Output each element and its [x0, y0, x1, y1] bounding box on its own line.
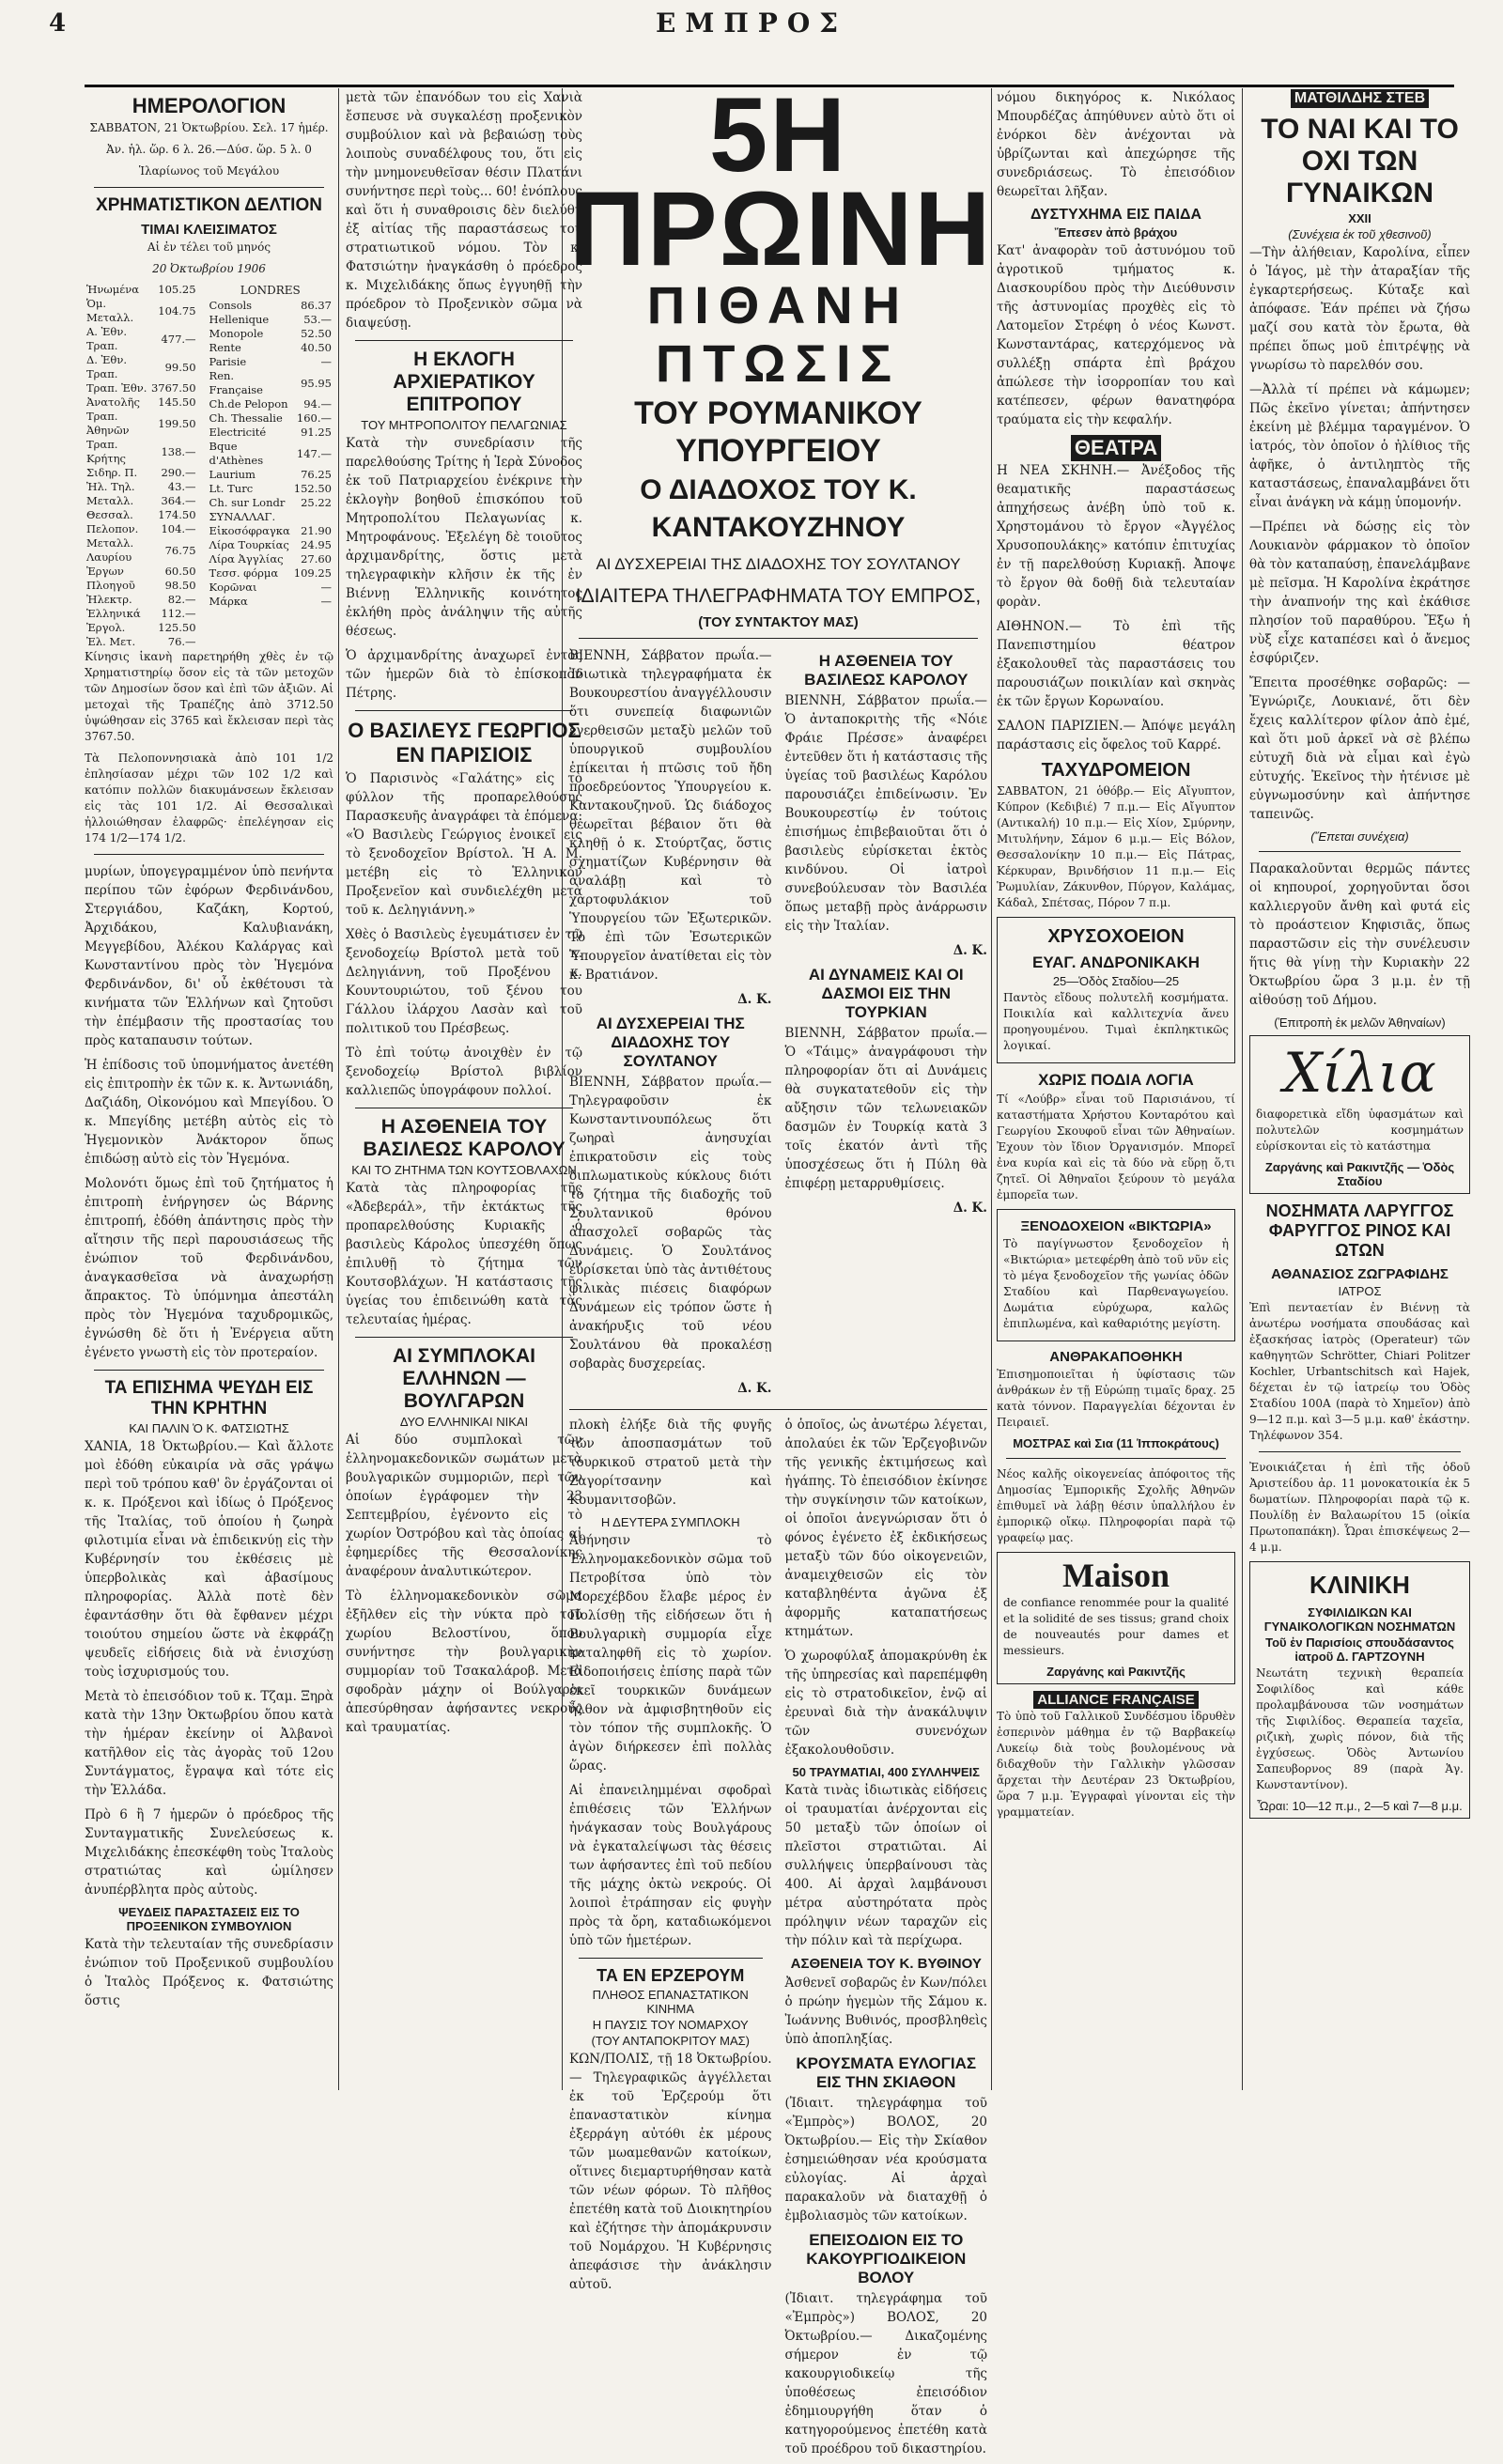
- stock-price: 104.75: [158, 303, 196, 318]
- article-text: ΒΙΕΝΝΗ, Σάββατον πρωΐα.— Ὁ ἀνταποκριτὴς τῆς «Νόιε Φράιε Πρέσσε» ἀναφέρει ἐντεῦθεν ὅτι ἡ κατάστασις τῆς ὑγείας τοῦ βασιλέως Καρόλου παρουσιάζει ἐπιδείνωσιν. Ἐν Βουκουρεστίῳ ἐν τούτοις ἐπισήμως ἐπιβεβαιοῦται ὅτι ὁ βασιλεὺς εὑρίσκεται ἐκτὸς κινδύνου. Οἱ ἰατροὶ συνεβούλευσαν τὸν Βασιλέα ὅπως μεταβῇ πρὸς ἀνάρρωσιν εἰς τὴν Ἰταλίαν.: [784, 693, 987, 934]
- serial-title: ΤΟ ΝΑΙ ΚΑΙ ΤΟ ΟΧΙ ΤΩΝ ΓΥΝΑΙΚΩΝ: [1261, 114, 1459, 209]
- ad-title: ΑΝΘΡΑΚΑΠΟΘΗΚΗ: [1049, 1349, 1183, 1365]
- stock-name: Ἐργολ.: [86, 621, 126, 634]
- stock-name: Electricité: [209, 426, 267, 439]
- stock-row: [85, 466, 198, 480]
- stock-price: 43.—: [167, 480, 196, 493]
- ad-text: Τὸ παγίγνωστον ξενοδοχεῖον ἡ «Βικτώρια» μετεφέρθη ἀπὸ τοῦ νῦν εἰς τὸ μέγα ξενοδοχεῖον τῆς γωνίας ὁδῶν Σταδίου καὶ Παρθεναγωγείου. Δωμάτια εὐρύχωρα, καλῶς ἐπιπλωμένα, καὶ καθαριότης μεγίστη.: [1003, 1237, 1229, 1330]
- headline-vythinos: ΑΣΘΕΝΕΙΑ ΤΟΥ Κ. ΒΥΘΙΝΟΥ: [790, 1956, 982, 1972]
- stock-row: [85, 621, 198, 635]
- headline-telegrams: ΙΔΙΑΙΤΕΡΑ ΤΗΛΕΓΡΑΦΗΜΑΤΑ ΤΟΥ ΕΜΠΡΟΣ,: [575, 585, 982, 607]
- serial-author: ΜΑΤΘΙΛΔΗΣ ΣΤΕΒ: [1291, 89, 1429, 108]
- serial-text: —Τὴν ἀλήθειαν, Καρολίνα, εἶπεν ὁ Ἰάγος, μὲ τὴν ἀταραξίαν τῆς ἐγκαρτερήσεως. Κύταξε καὶ ἀπόφασε. Ἐάν πρέπει νὰ ζήσω μαζί σου κατὰ τὸν ἔρωτα, θὰ πρέπει ὅπως μοῦ ἐπιτρέψῃς νὰ γνωρίσω τὸ παρελθόν σου.: [1249, 245, 1470, 373]
- article-text: Κατὰ τὰς πληροφορίας τῆς «Ἀδεβεράλ», τῆν ἐκτάκτως τῆς προπαρελθούσης Κυριακῆς ὁ βασιλεὺς Κάρολος ὑπεσχέθη ὅπως ἐπιλυθῇ τὸ ζήτημα τῶν Κουτσοβλάχων. Ἡ κατάστασις τῆς ὑγείας του ἐπιδεινώθη κατὰ τὰς τελευταίας ἡμέρας.: [346, 1181, 582, 1327]
- stock-row: [85, 508, 198, 522]
- stock-row: [85, 635, 198, 649]
- article-text: Κατ' ἀναφορὰν τοῦ ἀστυνόμου τοῦ ἀγροτικοῦ τμήματος κ. Διασκουρίδου πρὸς τὴν Διεύθυνσιν τῆς ἀστυνομίας προχθὲς εἰς τὸ Λατομεῖον Στρέφη ὁ νέος Κωνστ. Κωνσταντάρας, κατερχόμενος νὰ συλλέξῃ σπάρτα ἐπὶ βράχου ἀπώλεσε τὴν ἰσορροπίαν του καὶ κατέπεσεν, φέρων θανατηφόρα τραύματα εἰς τὴν κεφαλήν.: [997, 243, 1235, 427]
- lower-columns: [569, 1416, 987, 2464]
- stock-name: Ch.de Pelopon: [209, 397, 288, 411]
- column-divider: [1242, 88, 1243, 2090]
- stock-name: Lt. Turc: [209, 482, 254, 495]
- stock-price: [292, 510, 333, 524]
- calendar-sun: Ἀν. ἡλ. ὥρ. 6 λ. 26.—Δύσ. ὥρ. 5 λ. 0: [106, 143, 312, 156]
- article-text: ΑΙΘΗΝΟΝ.— Τὸ ἐπὶ τῆς Πανεπιστημίου θέατρον ἐξακολουθεῖ τὰς παραστάσεις του παρουσιάζων ποικιλίαν καὶ σκηνὰς ἐκ τῶν ἔργων Κορωναίου.: [997, 619, 1235, 709]
- stock-name: Πελοπον.: [86, 522, 139, 535]
- stock-name: Α. Ἐθν. Τραπ.: [86, 325, 127, 352]
- stock-price: 147.—: [296, 446, 332, 460]
- article-text: Τὸ ἑλληνομακεδονικὸν σῶμα ἐξῆλθεν εἰς τὴν νύκτα πρὸ τοῦ χωρίου Βελοστίνου, ὅπου συνήντησε τὴν βουλγαρικὴν συμμορίαν τοῦ Τσακαλάροβ. Μετὰ σφοδρὰν μάχην οἱ Βούλγαροι ἀπεσύρθησαν ἀφήσαντες νεκροὺς καὶ τραυματίας.: [346, 1588, 582, 1735]
- article-text: Τὸ ἐπὶ τούτῳ ἀνοιχθὲν ἐν τῷ ξενοδοχείῳ Βρίστολ βιβλίον καλλιεπῶς ὑπογράφουν πολλοί.: [346, 1046, 582, 1098]
- stock-name: Κορῶναι: [209, 581, 257, 594]
- stock-name: Ὁμ. Μεταλλ.: [86, 297, 134, 324]
- stock-row: [208, 538, 333, 552]
- subheadline-governor: Η ΠΑΥΣΙΣ ΤΟΥ ΝΟΜΑΡΧΟΥ: [592, 2018, 749, 2032]
- stock-price: 60.50: [164, 565, 196, 578]
- stock-name: Laurium: [209, 468, 256, 481]
- stock-name: Λίρα Ἀγγλίας: [209, 552, 284, 566]
- subheadline-erzurum: ΠΛΗΘΟΣ ΕΠΑΝΑΣΤΑΤΙΚΟΝ ΚΙΝΗΜΑ: [592, 1988, 749, 2016]
- stock-row: [85, 297, 198, 325]
- headline-incident: ΕΠΕΙΣΟΔΙΟΝ ΕΙΣ ΤΟ ΚΑΚΟΥΡΓΙΟΔΙΚΕΙΟΝ ΒΟΛΟΥ: [806, 2231, 967, 2286]
- serial-number: XXII: [1348, 211, 1371, 225]
- stock-row: [208, 552, 333, 566]
- stock-row: [85, 522, 198, 536]
- stock-row: [85, 283, 198, 297]
- ad-text: Ἐπισημοποιεῖται ἡ ὑφίστασις τῶν ἀνθράκων ἐν τῇ Εὐρώπῃ τιμαῖς δραχ. 25 κατὰ τόννον. Παραγγελίαι δέχονται ἐν Πειραιεῖ.: [997, 1368, 1235, 1429]
- stock-row: [208, 595, 333, 609]
- stock-price: 364.—: [161, 494, 196, 507]
- article-text: Πρὸ 6 ἢ 7 ἡμερῶν ὁ πρόεδρος τῆς Συνταγματικῆς Συνελεύσεως κ. Μιχελιδάκης ἐπεσκέφθη τοὺς Ἰταλοὺς στρατιώτας καὶ ὡμίλησεν ἀνυπέρβλητα πρὸς αὐτοὺς.: [85, 1807, 333, 1898]
- ad-name: Τοῦ ἐν Παρισίοις σπουδάσαντος ἰατροῦ Δ. ΓΑΡΤΖΟΥΝΗ: [1265, 1635, 1454, 1664]
- headline-king: Ο ΒΑΣΙΛΕΥΣ ΓΕΩΡΓΙΟΣ ΕΝ ΠΑΡΙΣΙΟΙΣ: [348, 719, 581, 767]
- ad-subtitle: ΣΥΦΙΛΙΔΙΚΩΝ ΚΑΙ ΓΥΝΑΙΚΟΛΟΓΙΚΩΝ ΝΟΣΗΜΑΤΩΝ: [1263, 1605, 1456, 1634]
- stock-price: 76.—: [167, 635, 196, 648]
- column-1: [85, 88, 333, 2100]
- article-text: ΒΙΕΝΝΗ, Σάββατον πρωΐα.— Ὁ «Τάιμς» ἀναγράφουσι τὴν πληροφορίαν ὅτι αἱ Δυνάμεις θὰ συγκατατεθοῦν εἰς τὴν αὔξησιν τῶν τελωνειακῶν δασμῶν ἐν Τουρκίᾳ κατὰ 3 τοῖς ἑκατόν ἀντὶ τῆς ὑποσχέσεως ὅτι ἡ Πύλη θὰ ἐπιφέρῃ μεταρρυθμίσεις.: [784, 1026, 987, 1191]
- ad-name: ΕΥΑΓ. ΑΝΔΡΟΝΙΚΑΚΗ: [1031, 953, 1201, 971]
- article-text: ΣΑΒΒΑΤΟΝ, 21 ὁθόβρ.— Εἰς Αἴγυπτον, Κύπρον (Κεδιβιέ) 7 π.μ.— Εἰς Αἴγυπτον (Αντικαλή) 10 π.μ.— Εἰς Χίον, Σμύρνην, Μιτυλήνην, Σάμον 6 μ.μ.— Εἰς Βόλον, Θεσσαλονίκην 10 π.μ.— Εἰς Πάτρας, Κέρκυραν, Βρινδήσιον 11 π.μ.— Εἰς Ῥωμυλίαν, Ζάκυνθον, Πύργον, Καλάμας, Κάδαλ, Σπέτσας, Πόρον 7 π.μ.: [997, 784, 1235, 909]
- stock-price: 94.—: [303, 397, 332, 411]
- stock-row: [85, 353, 198, 381]
- stock-price: 199.50: [158, 416, 196, 430]
- ad-signature: Ζαργάνης καὶ Ρακιντζῆς — Ὁδὸς Σταδίου: [1264, 1160, 1455, 1188]
- advert-hotel: [997, 1209, 1235, 1341]
- stock-price: 76.25: [301, 468, 332, 481]
- stock-row: [85, 410, 198, 438]
- headline-clashes: ΑΙ ΣΥΜΠΛΟΚΑΙ ΕΛΛΗΝΩΝ — ΒΟΥΛΓΑΡΩΝ: [392, 1345, 536, 1412]
- column-3: [569, 76, 993, 2456]
- stock-row: [85, 325, 198, 353]
- stock-price: 25.22: [301, 496, 332, 509]
- stock-name: Πλοηγοῦ: [86, 579, 135, 592]
- ad-address: 25—Ὁδὸς Σταδίου—25: [1052, 974, 1180, 988]
- serial-author-banner: [1249, 88, 1470, 108]
- divider: [94, 854, 324, 855]
- ad-text: Ἐνοικιάζεται ἡ ἐπὶ τῆς ὁδοῦ Ἀριστείδου ἀρ. 11 μονοκατοικία ἐκ 5 δωματίων. Πληροφορίαι παρὰ τῷ κ. Πουλίδῃ ἐν Βαλαωρίτου 15 (οἰκία Πρωτοπαπάκη). Ὧραι ἐπισκέψεως 2—4 μ.μ.: [1249, 1461, 1470, 1554]
- stock-price: 3767.50: [150, 381, 196, 395]
- stock-row: [208, 440, 333, 468]
- subheadline-wounded: 50 ΤΡΑΥΜΑΤΙΑΙ, 400 ΣΥΛΛΗΨΕΙΣ: [792, 1765, 980, 1779]
- divider: [1259, 851, 1461, 852]
- serial-text: —Πρέπει νὰ δώσῃς εἰς τὸν Λουκιανὸν φάρμακον τὸ ὁποῖον θὰ τὸν καταπαύσῃ, ἐπανελάμβανε μὲ πεῖσμα. Ἡ Καρολίνα ἐκράτησε τὴν ἀναπνοήν της καὶ ἐκάθισε πλησίον τοῦ παραθύρου. Ἔξω ἡ νὺξ εἶχε καταπέσει καὶ ὁ ἄνεμος ἐσφύριζεν.: [1249, 519, 1470, 666]
- ad-text: Ἐπὶ πενταετίαν ἐν Βιέννῃ τὰ ἀνωτέρω νοσήματα σπουδάσας καὶ ἐξασκήσας ἰατρὸς (Operateur) τῶν καθηγητῶν Schrötter, Chiari Politzer Kochler, Urbantschitsch καὶ Hajek, δέχεται ἐν τῷ ἰατρείῳ του Ὁδὸς Σταδίου 100A (παρὰ τὸ Χημεῖον) ἀπὸ 9—12 π.μ. καὶ 3—5 μ.μ. καθ' ἑκάστην. Τηλέφωνον 354.: [1249, 1301, 1470, 1442]
- stock-name: Σιδηρ. Π.: [86, 466, 138, 479]
- article-text: Αἱ ἐπανειλημμέναι σφοδραὶ ἐπιθέσεις τῶν Ἑλλήνων ἠνάγκασαν τοὺς Βουλγάρους νὰ ἐγκαταλείψωσι τὰς θέσεις των ἀφήσαντες ἐπὶ τοῦ πεδίου τῆς μάχης ὀκτὼ νεκρούς. Οἱ λοιποὶ ἐτράπησαν εἰς φυγὴν πρὸς τὰ ὄρη, καταδιωκόμενοι ὑπὸ τῶν ἡμετέρων.: [569, 1783, 772, 1948]
- stock-price: —: [320, 355, 332, 368]
- ad-title: ΚΛΙΝΙΚΗ: [1309, 1571, 1410, 1599]
- stock-price: —: [320, 595, 332, 608]
- article-text: Μολονότι ὅμως ἐπὶ τοῦ ζητήματος ἡ ἐπιτροπὴ ἐνήργησεν ὡς Βάρνης ἐπιτροπή, ἐδόθη ἀπάντησις πρὸς τὴν αἴτησιν τῆς περὶ παρουσιάσεως τῆς ἐνώπιον τοῦ Φερδινάνδου, ἀναγκασθεῖσα νὰ ἀναχωρήσῃ ἄπρακτος. Τὸ ὑπόμνημα ἀπεστάλη πρὸς τὸν Ἡγεμόνα ταχυδρομικῶς, ἐγνώσθη δὲ ὅτι ἡ Ἐνέργεια αὕτη ἐγένετο γνωστὴ εἰς τὸν προτεραίον.: [85, 1176, 333, 1360]
- stock-name: Ch. Thessalie: [209, 411, 283, 425]
- stock-name: Τεσσ. φόρμα: [209, 566, 279, 580]
- stock-name: Ἠλεκτρ.: [86, 593, 132, 606]
- article-text: Κατὰ τινὰς ἰδιωτικὰς εἰδήσεις οἱ τραυματίαι ἀνέρχονται εἰς 50 μεταξὺ τῶν ὁποίων οἱ πλεῖστοι στρατιῶται. Αἱ συλλήψεις ὑπερβαίνουσι τὰς 400. Αἱ ἀρχαὶ λαμβάνουσι μέτρα αὐστηρότατα πρὸς πρόληψιν νέων ταραχῶν εἰς τὴν πόλιν καὶ τὰ περίχωρα.: [784, 1783, 987, 1948]
- headline-consular: ΨΕΥΔΕΙΣ ΠΑΡΑΣΤΑΣΕΙΣ ΕΙΣ ΤΟ ΠΡΟΞΕΝΙΚΟΝ ΣΥΜΒΟΥΛΙΟΝ: [118, 1905, 300, 1933]
- ad-text: διαφορετικὰ εἴδη ὑφασμάτων καὶ πολυτελῶν κοσμημάτων εὑρίσκονται εἰς τὸ κατάστημα: [1256, 1108, 1464, 1153]
- stock-row: [85, 381, 198, 395]
- ad-text: Τί «Λούβρ» εἶναι τοῦ Παρισιάνου, τί καταστήματα Χρήστου Κονταρότου καὶ Γεωργίου Σκουφοῦ εἶναι τῶν Ἀθηναίων. Ἐχουν τὸν ἴδιον Ὀργανισμόν. Μπορεῖ ἐνα κυρία καὶ εἰς τὰ δύο νὰ εὕρῃ ὅ,τι ζητεῖ. Οἱ Ἀθηναῖοι ξεύρουν τὸ μεγάλα ἐμπορεῖα των.: [997, 1093, 1235, 1201]
- article-text: Ἀσθενεῖ σοβαρῶς ἐν Κων/πόλει ὁ πρώην ἡγεμὼν τῆς Σάμου κ. Ἰωάννης Βυθινός, προσβληθεὶς ὑπὸ ἀποπληξίας.: [784, 1976, 987, 2047]
- stock-row: [85, 607, 198, 621]
- stock-row: [208, 482, 333, 496]
- divider: [1259, 1451, 1461, 1452]
- byline: (ΤΟΥ ΑΝΤΑΠΟΚΡΙΤΟΥ ΜΑΣ): [591, 2034, 751, 2048]
- ad-hours: Ὧραι: 10—12 π.μ., 2—5 καὶ 7—8 μ.μ.: [1257, 1799, 1463, 1813]
- stock-name: Consols: [209, 299, 253, 312]
- stock-price: 91.25: [301, 426, 332, 439]
- stock-price: 24.95: [301, 538, 332, 551]
- calendar-saint: Ἱλαρίωνος τοῦ Μεγάλου: [138, 164, 280, 178]
- stock-name: Ἑλληνικά: [86, 607, 141, 620]
- stock-name: Τραπ. Ἐθν.: [86, 381, 147, 395]
- ad-title: ΧΩΡΙΣ ΠΟΔΙΑ ΛΟΓΙΑ: [1038, 1071, 1194, 1089]
- article-text: Κατὰ τὴν τελευταίαν τῆς συνεδρίασιν ἐνώπιον τοῦ Προξενικοῦ συμβουλίου ὁ Ἰταλὸς Πρόξενος κ. Φατσιώτης ὅστις: [85, 1937, 333, 2008]
- stock-row: [85, 536, 198, 565]
- stock-name: Ἀνατολῆς: [86, 395, 140, 409]
- notice-signature: (Ἐπιτροπὴ ἐκ μελῶν Ἀθηναίων): [1274, 1015, 1446, 1030]
- ad-name: ΑΘΑΝΑΣΙΟΣ ΖΩΓΡΑΦΙΔΗΣ: [1271, 1266, 1449, 1282]
- stock-price: 112.—: [161, 607, 196, 620]
- ad-text: Νεωτάτη τεχνικὴ θεραπεία Σοφιλίδος καὶ κάθε προλαμβάνουσα τῶν νοσημάτων τῆς Σιφιλίδος. Θεραπεία ταχεῖα, ριζικὴ, χωρὶς πόνον, διὰ τῆς ἐγχύσεως. Ὁδὸς Ἀντωνίου Σαπευβορνος 89 (παρὰ Ἁγ. Κωνσταντίνον).: [1256, 1666, 1464, 1791]
- finance-date: 20 Ὀκτωβρίου 1906: [152, 262, 266, 275]
- ad-role: ΙΑΤΡΟΣ: [1338, 1284, 1382, 1298]
- headline-main: 5Η ΠΡΩΙΝΗ: [569, 76, 993, 287]
- calendar-title: ΗΜΕΡΟΛΟΓΙΟΝ: [132, 94, 287, 117]
- serial-text: —Ἀλλὰ τί πρέπει νὰ κάμωμεν; Πῶς ἐκεῖνο γίνεται; ἀπήντησεν ἐκείνη μὲ βλέμμα ταραγμένον. Ὁ ἰατρός, τὸν ὁποῖον ὁ ἠλίθιος τῆς ἀφῆκε, ὁ ἀντιληπτὸς τῆς καταστάσεως, ἐπαναλαμβάνει ὅτι εἶναι ἀνάγκη νὰ κάμῃ ὑπομονήν.: [1249, 382, 1470, 510]
- divider: [94, 187, 324, 188]
- divider: [569, 1409, 987, 1410]
- stock-price: 105.25: [158, 283, 196, 296]
- stock-row: [208, 313, 333, 327]
- stock-row: [85, 579, 198, 593]
- stock-row: [208, 566, 333, 581]
- article-text: Ὁ ἀρχιμανδρίτης ἀναχωρεῖ ἐντὸς τῶν ἡμερῶν διὰ τὸ ἐπίσκοπον Πέτρης.: [346, 648, 582, 701]
- stock-price: 290.—: [161, 466, 196, 479]
- stock-price: —: [320, 581, 332, 594]
- stock-row: [208, 299, 333, 313]
- divider: [94, 1370, 324, 1371]
- page-number: 4: [49, 9, 67, 38]
- article-text: Ὁ χωροφύλαξ ἀπομακρύνθη ἐκ τῆς ὑπηρεσίας καὶ παρεπέμφθη εἰς τὸ στρατοδικεῖον, ἐνῷ αἱ ἐρευναὶ διὰ τὴν ἀνακάλυψιν τῶν συνενόχων ἐξακολουθοῦσιν.: [784, 1649, 987, 1758]
- stock-name: Τραπ. Ἀθηνῶν: [86, 410, 130, 437]
- article-text: νόμου δικηγόρος κ. Νικόλαος Μπουρδέζας ἀπηύθυνεν αὐτὸ ὅτι οἱ ἐνόρκοι δὲν ἀνέχονται νὰ ὑβρίζωνται καὶ ἀπεχώρησε τῆς συνεδριάσεως. Τὸ ἐπεισόδιον θεωρεῖται λῆξαν.: [997, 90, 1235, 199]
- theatre-title: ΘΕΑΤΡΑ: [1071, 435, 1161, 461]
- advert-clinic: [1249, 1561, 1470, 1819]
- stock-row: [208, 411, 333, 426]
- serial-continued: (Συνέχεια ἐκ τοῦ χθεσινοῦ): [1288, 227, 1432, 241]
- signature: Δ. Κ.: [737, 1381, 772, 1396]
- stock-name: Parisie: [209, 355, 247, 368]
- article-text: Κατὰ τὴν συνεδρίασιν τῆς παρελθούσης Τρίτης ἡ Ἱερὰ Σύνοδος ἐκ τοῦ Πατριαρχείου ἐνέκρινε τὴν ἐκλογὴν βοηθοῦ ἐπισκόπου τοῦ Μητροπολίτου Πελαγωνίας κ. Μητροφάνους. Ἐξελέγη δὲ τοιοῦτος ἀρχιμανδρίτης, ὅστις μετὰ τηλεγραφικὴν κλῆσιν ἐκ τῆς ἐν Βιέννῃ Ἑλληνικῆς κοινότητος ἐκλήθη πρὸς ἀνάληψιν τῆς αὐτῆς θέσεως.: [346, 436, 582, 639]
- stock-price: 125.50: [158, 621, 196, 634]
- article-text: Ἡ ἐπίδοσις τοῦ ὑπομνήματος ἀνετέθη εἰς ἐπιτροπὴν ἐκ τῶν κ. κ. Ἀντωνιάδη, Δαζιάδη, Οἰκονόμου καὶ Μπεγίδου. Ὁ κ. Μπεγίδης μετέβη αὐτὸς εἰς τὸ Ἡγεμονικὸν Ἀνάκτορον ὅπως ἐπιδώσῃ αὐτὸ εἰς τὸν Ἡγεμόνα.: [85, 1058, 333, 1167]
- article-text: Ὁ Παρισινὸς «Γαλάτης» εἰς τὸ φύλλον τῆς προπαρελθούσης Παρασκευῆς ἀναγράφει τὰ ἑπόμενα: «Ὁ Βασιλεὺς Γεώργιος ἐνοικεῖ εἰς τὸ ξενοδοχεῖον Βρίστολ. Ἡ Α. Μ. μετέβη εἰς τὸ Ἑλληνικὸν Προξενεῖον καὶ συνδιελέχθη μετὰ τοῦ κ. Δεληγιάννη.»: [346, 771, 582, 918]
- stock-table-left: [85, 283, 198, 649]
- notice-text: Παρακαλοῦνται θερμῶς πάντες οἱ κηπουροί, χορηγοῦνται ὅσοι καλλιεργοῦν ἄνθη καὶ φυτά εἰς τὸ προάστειον Κηφισιᾶς, ὅπως παραστῶσιν εἰς τὴν συνέλευσιν ἥτις θὰ γίνῃ τὴν Κυριακὴν 22 Ὀκτωβρίου ὥρα 3 μ.μ. ἐν τῇ αἰθούσῃ τοῦ Δήμου.: [1249, 861, 1470, 1008]
- stock-name: Ἐργων: [86, 565, 124, 578]
- subheadline-crete: ΚΑΙ ΠΑΛΙΝ Ὁ Κ. ΦΑΤΣΙΩΤΗΣ: [129, 1421, 289, 1435]
- stock-row: [208, 327, 333, 341]
- stock-name: Λίρα Τουρκίας: [209, 538, 289, 551]
- finance-text-2: Τὰ Πελοποννησιακὰ ἀπὸ 101 1/2 ἐπλησίασαν μέχρι τῶν 102 1/2 καὶ κατόπιν πολλῶν διακυμάνσεων ἔκλεισαν εἰς τὰς 101 1/2. Αἱ Θεσσαλικαὶ ἠλλοιώθησαν ἐλαφρῶς· ἐπελέγησαν εἰς 174 1/2—174 1/2.: [85, 752, 333, 845]
- stock-row: [85, 480, 198, 494]
- stock-price: 152.50: [293, 482, 332, 495]
- headline-successor: Ο ΔΙΑΔΟΧΟΣ ΤΟΥ Κ. ΚΑΝΤΑΚΟΥΖΗΝΟΥ: [640, 474, 917, 543]
- main-columns: [569, 646, 987, 1403]
- column-2: [346, 88, 582, 2100]
- column-divider: [338, 88, 339, 2090]
- divider: [1006, 1458, 1226, 1459]
- stock-table: [85, 283, 333, 649]
- stock-price: 104.—: [161, 522, 196, 535]
- alliance-banner: [997, 1690, 1235, 1709]
- subheadline-clashes: ΔΥΟ ΕΛΛΗΝΙΚΑΙ ΝΙΚΑΙ: [399, 1415, 529, 1429]
- article-text: ΒΙΕΝΝΗ, Σάββατον πρωΐα.— Ἰδιωτικὰ τηλεγραφήματα ἐκ Βουκουρεστίου ἀναγγέλλουσιν ὅτι συνεπείᾳ διαφωνιῶν ἐγερθεισῶν μεταξὺ μελῶν τοῦ ὑπουργικοῦ συμβουλίου ἐπίκειται ἡ πτῶσις τοῦ ἤδη προεδρεύοντος Ὑπουργείου κ. Καντακουζηνοῦ. Ὡς διάδοχος θεωρεῖται βέβαιον ὅτι θὰ κληθῇ ὁ κ. Στούρτζας, ὅστις σχηματίζων Κυβέρνησιν θὰ ἀναλάβῃ καὶ τὸ χαρτοφυλάκιον τοῦ Ὑπουργείου τῶν Ἐξωτερικῶν. Τὸ ἐπὶ τῶν Ἐσωτερικῶν Ὑπουργεῖον ἀνατίθεται εἰς τὸν κ. Βρατιάνον.: [569, 648, 772, 983]
- ad-title: ALLIANCE FRANÇAISE: [1033, 1691, 1199, 1709]
- stock-name: Bque d'Athènes: [209, 440, 264, 467]
- signature: Δ. Κ.: [953, 1201, 987, 1216]
- ad-title: Χίλια: [1283, 1041, 1436, 1105]
- stock-price: 477.—: [161, 332, 196, 346]
- stock-row: [208, 581, 333, 595]
- stock-row: [208, 426, 333, 440]
- byline: (ΤΟΥ ΣΥΝΤΑΚΤΟΥ ΜΑΣ): [698, 614, 859, 630]
- article-text: ΚΩΝ/ΠΟΛΙΣ, τῇ 18 Ὀκτωβρίου.— Τηλεγραφικῶς ἀγγέλλεται ἐκ τοῦ Ἐρζερούμ ὅτι ἐπαναστατικὸν κίνημα ἐξερράγη αὐτόθι ἐκ μέρους τῶν μωαμεθανῶν κατοίκων, οἵτινες διεμαρτυρήθησαν κατὰ τῶν νέων φόρων. Τὸ πλῆθος ἐπετέθη κατὰ τοῦ Διοικητηρίου καὶ ἐζήτησε τὴν ἀπομάκρυνσιν τοῦ Νομάρχου. Ἡ Κυβέρνησις ἀπεφάσισε τὴν ἀνάκλησιν αὐτοῦ.: [569, 2052, 772, 2292]
- theatre-banner: [997, 435, 1235, 461]
- stock-price: 82.—: [167, 593, 196, 606]
- signature: Δ. Κ.: [953, 943, 987, 958]
- finance-title: ΧΡΗΜΑΤΙΣΤΙΚΟΝ ΔΕΛΤΙΟΝ: [96, 195, 322, 215]
- ad-text: Τὸ ὑπὸ τοῦ Γαλλικοῦ Συνδέσμου ἱδρυθὲν ἑσπερινὸν μάθημα ἐν τῷ Βαρβακείῳ Λυκείῳ διὰ τοὺς βουλομένους νὰ διδαχθοῦν τὴν Γαλλικὴν γλῶσσαν ἄρχεται τὴν Δευτέραν 23 Ὀκτωβρίου, ὥρα 7 μ.μ. Ἐγγραφαὶ γίνονται εἰς τὴν γραμματείαν.: [997, 1710, 1235, 1819]
- subheadline-election: ΤΟΥ ΜΗΤΡΟΠΟΛΙΤΟΥ ΠΕΛΑΓΩΝΙΑΣ: [361, 418, 567, 432]
- stock-price: 27.60: [301, 552, 332, 566]
- advert-xilia: [1249, 1035, 1470, 1194]
- article-text: ΧΑΝΙΑ, 18 Ὀκτωβρίου.— Καὶ ἄλλοτε μοὶ ἐδόθη εὐκαιρία νὰ σᾶς γράψω περὶ τοῦ τρόπου καθ' ὃν ἐργάζονται οἱ κ. κ. Πρόξενοι καὶ ἰδίως ὁ Πρόξενος τῆς Ἰταλίας, τοῦ ὁποίου ἡ ζωηρὰ φιλοτιμία εἶναι νὰ ἐπιδεικνύῃ εἰς τὴν Κυβέρνησίν του ἐκθέσεις μὲ ὑπερβολικὰς καὶ ἀβασίμους πληροφορίας. Ἀλλὰ ποτὲ δὲν ἐφαντάσθην ὅτι θὰ ἔφθανεν μέχρι τοιούτου σημείου ὥστε νὰ ἐκφράζῃ ψευδεῖς εἰδήσεις διὰ νὰ ἐνισχύσῃ τοὺς ἰσχυρισμούς του.: [85, 1439, 333, 1680]
- signature: Δ. Κ.: [737, 992, 772, 1007]
- stock-row: [208, 341, 333, 355]
- ad-text: de confiance renommée pour la qualité et la solidité de ses tissus; grand choix de nouveautés pour dames et messieurs.: [1003, 1596, 1229, 1657]
- ad-text: Νέος καλῆς οἰκογενείας ἀπόφοιτος τῆς Δημοσίας Ἐμπορικῆς Σχολῆς Ἀθηνῶν ἐπιθυμεῖ νὰ λάβῃ θέσιν ὑπαλλήλου ἐν ἐμπορικῷ οἴκῳ. Πληροφορίαι παρὰ τῷ γραφείῳ μας.: [997, 1467, 1235, 1544]
- article-text: Μετὰ τὸ ἐπεισόδιον τοῦ κ. Τζαμ. Ξηρὰ κατὰ τὴν 13ην Ὀκτωβρίου ὅπου κατὰ τὴν ἡμέραν ἐκείνην οἱ Ἀλβανοὶ κατῆλθον εἰς τὰς ἀγορὰς τοῦ 12ου Συντάγματος, ἔγραψα καὶ τότε εἰς τὴν Ἑλλάδα.: [85, 1689, 333, 1798]
- headline-post: ΤΑΧΥΔΡΟΜΕΙΟΝ: [1041, 760, 1191, 781]
- stock-price: 99.50: [164, 360, 196, 374]
- stock-row: [208, 510, 333, 524]
- divider: [355, 1337, 573, 1338]
- ad-title: ΧΡΥΣΟΧΟΕΙΟΝ: [1047, 926, 1185, 947]
- ad-title: Maison: [1061, 1557, 1170, 1594]
- headline-election: Η ΕΚΛΟΓΗ ΑΡΧΙΕΡΑΤΙΚΟΥ ΕΠΙΤΡΟΠΟΥ: [393, 349, 535, 415]
- stock-row: [85, 565, 198, 579]
- stock-row: [85, 395, 198, 410]
- headline-powers: ΑΙ ΔΥΝΑΜΕΙΣ ΚΑΙ ΟΙ ΔΑΣΜΟΙ ΕΙΣ ΤΗΝ ΤΟΥΡΚΙΑΝ: [808, 966, 964, 1021]
- headline-illness: Η ΑΣΘΕΝΕΙΑ ΤΟΥ ΒΑΣΙΛΕΩΣ ΚΑΡΟΛΟΥ: [363, 1116, 566, 1160]
- headline-erzurum: ΤΑ ΕΝ ΕΡΖΕΡΟΥΜ: [597, 1966, 745, 1985]
- headline-sultan: ΑΙ ΔΥΣΧΕΡΕΙΑΙ ΤΗΣ ΔΙΑΔΟΧΗΣ ΤΟΥ ΣΟΥΛΤΑΝΟΥ: [596, 1015, 745, 1070]
- headline-fall: ΠΙΘΑΝΗ ΠΤΩΣΙΣ: [646, 275, 910, 393]
- stock-row: [85, 593, 198, 607]
- stock-name: Ἠλ. Τηλ.: [86, 480, 135, 493]
- divider: [579, 638, 978, 639]
- article-text: ὁ ὁποῖος, ὡς ἀνωτέρω λέγεται, ἀπολαύει ἐκ τῶν Ἑρζεγοβινῶν τῆς γενικῆς ἐκτιμήσεως καὶ ἠγάπης. Τὸ ἐπεισόδιον ἐκίνησε τὴν συγκίνησιν τῶν κατοίκων, οἱ ὁποῖοι ἀνεγνώρισαν ὅτι ὁ φόνος ἐγένετο ἐξ ἐκδικήσεως μεταξὺ τῶν δύο οἰκογενειῶν, ἀναμειχθεισῶν εἰς τὸν καταβληθέντα ἀγῶνα ἐξ ἀφορμῆς καταπατήσεως κτημάτων.: [784, 1418, 987, 1639]
- divider: [579, 1958, 763, 1959]
- stock-name: Μεταλλ. Λαυρίου: [86, 536, 134, 564]
- stock-name: Δ. Ἐθν. Τραπ.: [86, 353, 127, 380]
- article-text: ΣΑΛΟΝ ΠΑΡΙΖΙΕΝ.— Ἀπόψε μεγάλη παράστασις εἰς ὄφελος τοῦ Καρρέ.: [997, 719, 1235, 752]
- ad-title: ΞΕΝΟΔΟΧΕΙΟΝ «ΒΙΚΤΩΡΙΑ»: [1020, 1218, 1212, 1234]
- london-label: LONDRES: [240, 284, 301, 297]
- column-divider: [991, 88, 992, 2090]
- stock-price: 76.75: [164, 543, 196, 557]
- stock-price: 86.37: [301, 299, 332, 312]
- article-text: (Ἰδιαιτ. τηλεγράφημα τοῦ «Ἐμπρὸς») ΒΟΛΟΣ, 20 Ὀκτωβρίου.— Εἰς τὴν Σκίαθον ἐσημειώθησαν νέα κρούσματα εὐλογίας. Αἱ ἀρχαὶ παρακαλοῦν νὰ διαταχθῇ ὁ ἐμβολιασμὸς τῶν κατοίκων.: [784, 2096, 987, 2224]
- stock-name: ΣΥΝΑΛΛΑΓ.: [209, 510, 276, 523]
- ad-text: Παντὸς εἴδους πολυτελῆ κοσμήματα. Ποικιλία καὶ καλλιτεχνία ἄνευ προηγουμένου. Τιμαὶ ἐκπληκτικῶς λογικαί.: [1003, 991, 1229, 1052]
- serial-text: Ἔπειτα προσέθηκε σοβαρῶς: —Ἐγνώριζε, Λουκιανέ, ὅτι δὲν ἔχεις καλλίτερον φίλον ἀπὸ ἐμέ, καὶ ὅτι μοῦ ἀρκεῖ νὰ σὲ βλέπω εὐτυχῆ διὰ νὰ εἶμαι καὶ ἐγὼ εὐτυχής. Ἐκεῖνος τὴν ἠτένισε μὲ εὐγνωμοσύνην καὶ ἀπήντησε ταπεινῶς.: [1249, 675, 1470, 822]
- article-text: ΒΙΕΝΝΗ, Σάββατον πρωΐα.— Τηλεγραφοῦσιν ἐκ Κωνσταντινουπόλεως ὅτι ζωηραὶ ἀνησυχίαι ἐπικρατοῦσιν εἰς τοὺς διπλωματικοὺς κύκλους διότι τὸ ζήτημα τῆς διαδοχῆς τοῦ Σουλτανικοῦ θρόνου ἀπασχολεῖ σοβαρῶς τὰς Δυνάμεις. Ὁ Σουλτάνος εὑρίσκεται ὑπὸ τὰς ἀντιθέτους φιλικὰς πιέσεις διαφόρων Δυνάμεων εἰς τρόπον ὥστε ἡ ἀνακήρυξις τοῦ νέου Σουλτάνου θὰ προκαλέσῃ σοβαρὰς δυσχερείας.: [569, 1075, 772, 1371]
- stock-name: Ch. sur Londr: [209, 496, 286, 509]
- stock-name: Ἐλ. Μετ.: [86, 635, 136, 648]
- ad-address: ΜΟΣΤΡΑΣ καὶ Σια (11 Ἱπποκράτους): [1013, 1436, 1219, 1450]
- article-text: Αἱ δύο συμπλοκαὶ τῶν ἑλληνομακεδονικῶν σωμάτων μετὰ βουλγαρικῶν συμμοριῶν, περὶ τῶν ὁποίων ἐγράφομεν τὴν 23 Σεπτεμβρίου, ἐγένοντο εἰς τὸ χωρίον Ὀστρόβου καὶ τὰς ὁποίας αἱ ἐφημερίδες τῆς Θεσσαλονίκης ἀναφέρουν ἀναλυτικώτερον.: [346, 1433, 582, 1579]
- finance-note: Αἱ ἐν τέλει τοῦ μηνός: [147, 240, 271, 254]
- subheadline-illness: ΚΑΙ ΤΟ ΖΗΤΗΜΑ ΤΩΝ ΚΟΥΤΣΟΒΛΑΧΩΝ: [351, 1163, 577, 1177]
- subheadline-second-clash: Η ΔΕΥΤΕΡΑ ΣΥΜΠΛΟΚΗ: [600, 1515, 740, 1529]
- stock-name: Εἰκοσόφραγκα: [209, 524, 290, 537]
- serial-end: (Ἕπεται συνέχεια): [1310, 829, 1409, 844]
- stock-price: 160.—: [296, 411, 332, 425]
- finance-text: Κίνησις ἱκανὴ παρετηρήθη χθὲς ἐν τῷ Χρηματιστηρίῳ ὅσον εἰς τὰ τῶν μετοχῶν τῶν Δημοσίων ὅσον καὶ ἐπὶ τῶν ἀξιῶν. Αἱ μετοχαὶ τῆς Τραπέζης ἀπὸ 3712.50 ὑψώθησαν εἰς 3765 καὶ ἔκλεισαν περὶ τὰς 3767.50.: [85, 650, 333, 743]
- stock-price: 21.90: [301, 524, 332, 537]
- stock-name: Θεσσαλ.: [86, 508, 133, 521]
- stock-row: [208, 496, 333, 510]
- calendar-date: ΣΑΒΒΑΤΟΝ, 21 Ὀκτωβρίου. Σελ. 17 ἡμέρ.: [89, 121, 329, 134]
- subheadline-accident: Ἔπεσεν ἀπὸ βράχου: [1054, 225, 1178, 240]
- stock-row: [85, 494, 198, 508]
- headline-accident: ΔΥΣΤΥΧΗΜΑ ΕΙΣ ΠΑΙΔΑ: [1030, 207, 1202, 223]
- article-text: Η ΝΕΑ ΣΚΗΝΗ.— Ἀνέξοδος τῆς θεαματικῆς παραστάσεως ἀπηχήσεως ἀνέβη ὑπὸ τοῦ κ. Χρηστομάνου τὸ ἔργον «Ἀγγέλος Χρυσοπουλάκης» κατόπιν ἐπιτυχίας ἐν τῇ παρελθούσῃ Κυριακῇ. Ἀποψε τὸ ἔργον θὰ δοθῇ διὰ τελευταίαν φορὰν.: [997, 463, 1235, 610]
- stock-price: 109.25: [293, 566, 332, 580]
- ad-title: ΝΟΣΗΜΑΤΑ ΛΑΡΥΓΓΟΣ ΦΑΡΥΓΓΟΣ ΡΙΝΟΣ ΚΑΙ ΩΤΩΝ: [1265, 1201, 1454, 1260]
- article-text: μυρίων, ὑπογεγραμμένον ὑπὸ πενήντα περίπου τῶν ἐφόρων Φερδινάνδου, Στεργιάδου, Καζάκη, Κορτού, Ἀρχιδάκου, Καλυβιανάκη, Μεγγεβίδου, Ἀλέκου Καλάργας καὶ Κωνσταντίνου πρὸς τὸν Ἡγεμόνα Φερδινάνδον, δι' οὗ ἐκθέτουσι τὰ κινήματα τῶν Ἑλλήνων καὶ ζητοῦσι τὴν ἐπέμβασιν τῆς προστασίας του πρὸς καταπαυσιν τούτων.: [85, 864, 333, 1048]
- headline-carol: Η ΑΣΘΕΝΕΙΑ ΤΟΥ ΒΑΣΙΛΕΩΣ ΚΑΡΟΛΟΥ: [804, 652, 968, 689]
- stock-price: 95.95: [301, 376, 332, 390]
- divider: [355, 710, 573, 711]
- finance-subtitle: ΤΙΜΑΙ ΚΛΕΙΣΙΜΑΤΟΣ: [141, 222, 277, 238]
- stock-row: [208, 355, 333, 369]
- stock-name: Μεταλλ.: [86, 494, 134, 507]
- stock-row: [208, 524, 333, 538]
- stock-name: Hellenique: [209, 313, 270, 326]
- headline-crete: ΤΑ ΕΠΙΣΗΜΑ ΨΕΥΔΗ ΕΙΣ ΤΗΝ ΚΡΗΤΗΝ: [104, 1378, 314, 1418]
- stock-row: [208, 397, 333, 411]
- article-text: (Ἰδιαιτ. τηλεγράφημα τοῦ «Ἐμπρὸς») ΒΟΛΟΣ, 20 Ὀκτωβρίου.— Δικαζομένης σήμερον ἐν τῷ κακουργιοδικείῳ τῆς ὑποθέσεως ἐπεισόδιον ἐδημιουργήθη ὅταν ὁ κατηγορούμενος ἐπετέθη κατὰ τοῦ προέδρου τοῦ δικαστηρίου.: [784, 2291, 987, 2456]
- article-text: Ἀθήνησιν τὸ Ἑλληνομακεδονικὸν σῶμα τοῦ Πετροβίτσα ὑπὸ τὸν Μορεχέβδου ἔλαβε μέρος ἐν Πολίσθῃ τῆς εἰδήσεων ὅτι ἡ Βουλγαρικὴ συμμορία εἶχε καταληφθῆ εἰς τὸ χωρίον. Εἰδοποιήσεις ἐπίσης παρὰ τῶν ἐκεῖ τουρκικῶν δυνάμεων ἦλθον νὰ ἀμφισβητηθοῦν εἰς τὸν τόπον τῆς συμπλοκῆς. Ὁ ἀγὼν διήρκεσεν ἐπὶ πολλὰς ὥρας.: [569, 1533, 772, 1774]
- column-5: [1249, 88, 1470, 2100]
- article-text: πλοκὴ ἐλήξε διὰ τῆς φυγῆς τῶν ἀποσπασμάτων τοῦ τουρκικοῦ στρατοῦ μετὰ τὴν Ζαγορίτσανην καὶ Κουμανιτσοβῶν.: [569, 1418, 772, 1508]
- stock-row: [208, 369, 333, 397]
- headline-difficulties: ΑΙ ΔΥΣΧΕΡΕΙΑΙ ΤΗΣ ΔΙΑΔΟΧΗΣ ΤΟΥ ΣΟΥΛΤΑΝΟΥ: [596, 555, 961, 573]
- stock-price: 145.50: [158, 395, 196, 409]
- stock-table-right: [208, 299, 333, 609]
- advert-maison: [997, 1552, 1235, 1684]
- ad-signature: Ζαργάνης καὶ Ρακιντζῆς: [1046, 1665, 1185, 1679]
- advert-goldsmith: [997, 917, 1235, 1063]
- headline-smallpox: ΚΡΟΥΣΜΑΤΑ ΕΥΛΟΓΙΑΣ ΕΙΣ ΤΗΝ ΣΚΙΑΘΟΝ: [796, 2054, 977, 2091]
- stock-row: [208, 468, 333, 482]
- stock-price: 40.50: [301, 341, 332, 354]
- stock-name: Μάρκα: [209, 595, 248, 608]
- stock-name: Monopole: [209, 327, 264, 340]
- stock-price: 98.50: [164, 579, 196, 592]
- paper-name: ΕΜΠΡΟΣ: [655, 8, 848, 39]
- stock-name: Ren. Française: [209, 369, 263, 396]
- stock-price: 53.—: [303, 313, 332, 326]
- stock-row: [85, 438, 198, 466]
- stock-price: 138.—: [161, 444, 196, 458]
- stock-name: Ἡνωμένα: [86, 283, 139, 296]
- stock-name: Τραπ. Κρήτης: [86, 438, 126, 465]
- article-text: Χθὲς ὁ Βασιλεὺς ἐγευμάτισεν ἐν τῷ ξενοδοχείῳ Βρίστολ μετὰ τοῦ κ. Δεληγιάννη, τοῦ Προξένου κ. Κουντουριώτου, τοῦ ξένου του Γάλλου ἱλάρχου Λασὰν καὶ τοῦ πολιτικοῦ του Πρέσβεως.: [346, 927, 582, 1036]
- stock-name: Rente: [209, 341, 241, 354]
- divider: [355, 340, 573, 341]
- headline-ministry: ΤΟΥ ΡΟΥΜΑΝΙΚΟΥ ΥΠΟΥΡΓΕΙΟΥ: [634, 395, 922, 469]
- article-text: μετὰ τῶν ἐπανόδων του εἰς Χανιὰ ἔσπευσε νὰ συγκαλέσῃ προξενικὸν συμβούλιον καὶ νὰ βεβαιώσῃ τοὺς λοιποὺς συναδέλφους του, ὅτι εἰς τὴν μνημονευθεῖσαν θέσιν Πλατάνι συνήντησε περὶ τοὺς... 60! ἐνόπλους καὶ ὅτι ἡ συναθροισις δὲν διελύθη ἐξ αἰτίας τῆς παραστάσεως τοῦ στρατιωτικοῦ νόμου. Τὸν κ. Φατσιώτην ἠναγκάσθη ὁ πρόεδρος κ. Μιχελιδάκης ὅπως ἐγγυηθῇ τὴν πρόεδρον τὸ Προξενικὸν σῶμα νὰ διαψεύσῃ.: [346, 90, 582, 331]
- stock-price: 174.50: [158, 508, 196, 521]
- stock-price: 52.50: [301, 327, 332, 340]
- column-4: [997, 88, 1235, 2100]
